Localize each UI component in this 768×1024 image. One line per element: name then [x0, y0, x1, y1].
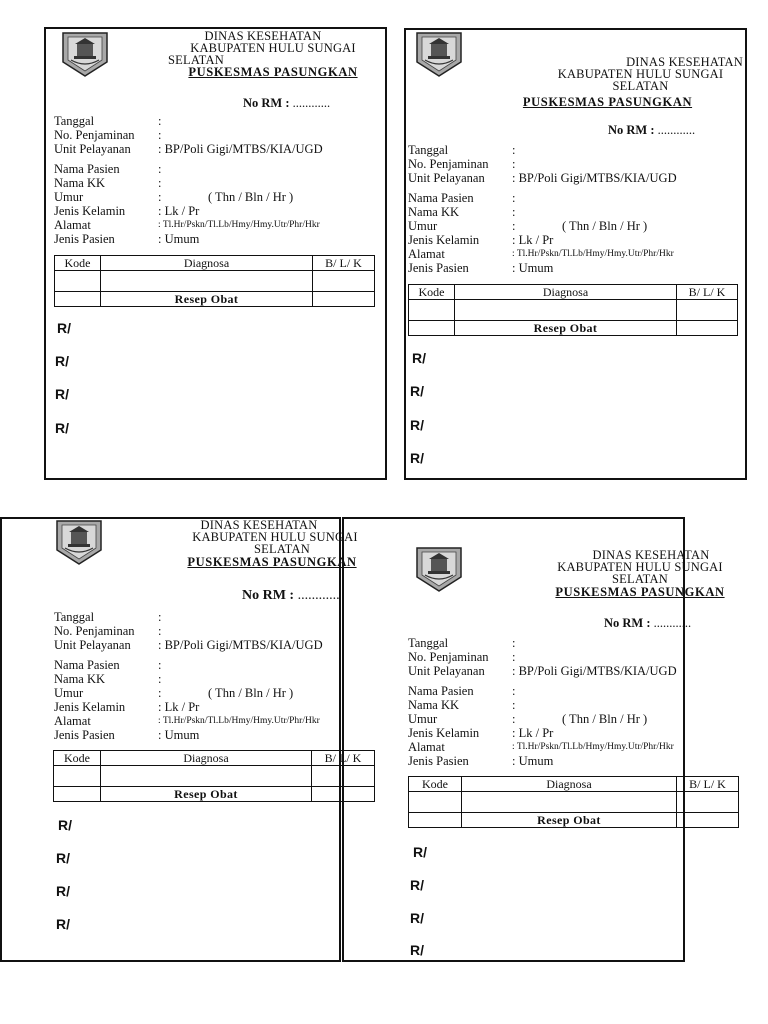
value-nama-kk: : [512, 205, 516, 219]
col-kode: Kode [54, 751, 101, 766]
label-tanggal: Tanggal [408, 143, 449, 157]
value-umur: : [158, 190, 162, 204]
label-jenis-kelamin: Jenis Kelamin [54, 204, 126, 218]
org-line-2: KABUPATEN HULU SUNGAI [557, 67, 724, 81]
value-tanggal: : [512, 143, 516, 157]
hss-emblem-logo [414, 545, 464, 593]
umur-unit: ( Thn / Bln / Hr ) [208, 686, 294, 700]
value-jenis-kelamin: : Lk / Pr [512, 726, 554, 740]
label-alamat: Alamat [54, 218, 91, 232]
hss-emblem-logo [60, 30, 110, 78]
value-no-penjaminan: : [158, 624, 162, 638]
diagnosis-table-2 [408, 284, 738, 336]
cell-resep-left [55, 292, 101, 307]
label-jenis-kelamin: Jenis Kelamin [54, 700, 126, 714]
cell-diagnosa [101, 271, 313, 292]
cell-kode [409, 300, 455, 321]
cell-kode [54, 766, 101, 787]
value-umur: : [512, 712, 516, 726]
org-line-1: DINAS KESEHATAN [200, 518, 318, 532]
no-rm-value: ............ [653, 616, 692, 630]
cell-blk [677, 300, 738, 321]
label-nama-pasien: Nama Pasien [54, 658, 120, 672]
org-line-3: SELATAN [254, 542, 310, 556]
value-nama-kk: : [158, 672, 162, 686]
header-block-4 [540, 549, 740, 598]
col-kode: Kode [409, 777, 462, 792]
label-unit-pelayanan: Unit Pelayanan [54, 638, 131, 652]
value-alamat: : Tl.Hr/Pskn/Tl.Lb/Hmy/Hmy.Utr/Phr/Hkr [158, 716, 320, 726]
org-line-3: SELATAN [612, 572, 668, 586]
label-tanggal: Tanggal [408, 636, 449, 650]
org-line-3: SELATAN [612, 79, 669, 93]
patient-fields-3 [54, 610, 379, 742]
org-line-2: KABUPATEN HULU SUNGAI [192, 530, 358, 544]
value-jenis-kelamin: : Lk / Pr [512, 233, 554, 247]
label-umur: Umur [54, 190, 84, 204]
cell-blk [677, 792, 739, 813]
label-jenis-pasien: Jenis Pasien [408, 754, 469, 768]
diagnosis-table-4 [408, 776, 739, 828]
no-rm-label: No RM : [242, 588, 295, 603]
no-rm-line-1 [243, 96, 330, 111]
no-rm-value: ............ [297, 588, 340, 603]
value-no-penjaminan: : [512, 157, 516, 171]
patient-fields-1 [54, 114, 379, 246]
value-no-penjaminan: : [512, 650, 516, 664]
col-blk: B/ L/ K [312, 751, 375, 766]
label-jenis-kelamin: Jenis Kelamin [408, 233, 480, 247]
puskesmas-title-block-2 [505, 96, 710, 108]
label-unit-pelayanan: Unit Pelayanan [54, 142, 131, 156]
value-nama-kk: : [512, 698, 516, 712]
org-line-1: DINAS KESEHATAN [626, 55, 743, 69]
label-nama-pasien: Nama Pasien [408, 684, 474, 698]
org-line-1: DINAS KESEHATAN [204, 29, 322, 43]
value-alamat: : Tl.Hr/Pskn/Tl.Lb/Hmy/Hmy.Utr/Phr/Hkr [158, 220, 320, 230]
label-nama-pasien: Nama Pasien [408, 191, 474, 205]
label-alamat: Alamat [408, 740, 445, 754]
no-rm-label: No RM : [243, 96, 290, 110]
org-line-3: SELATAN [168, 53, 224, 67]
diagnosis-table-3 [53, 750, 375, 802]
value-jenis-pasien: : Umum [512, 261, 554, 275]
col-diagnosa: Diagnosa [455, 285, 677, 300]
col-diagnosa: Diagnosa [462, 777, 677, 792]
header-block-1 [166, 30, 380, 78]
rx-4: R/ [56, 916, 70, 932]
value-unit-pelayanan: : BP/Poli Gigi/MTBS/KIA/UGD [158, 638, 323, 652]
resep-obat-label: Resep Obat [101, 292, 313, 307]
value-umur: : [512, 219, 516, 233]
patient-fields-4 [408, 636, 738, 768]
col-diagnosa: Diagnosa [101, 751, 312, 766]
value-tanggal: : [158, 610, 162, 624]
label-unit-pelayanan: Unit Pelayanan [408, 171, 485, 185]
value-umur: : [158, 686, 162, 700]
col-kode: Kode [409, 285, 455, 300]
value-nama-pasien: : [512, 191, 516, 205]
value-nama-pasien: : [158, 162, 162, 176]
col-blk: B/ L/ K [677, 777, 739, 792]
header-block-2 [538, 56, 743, 92]
umur-unit: ( Thn / Bln / Hr ) [562, 712, 648, 726]
cell-kode [55, 271, 101, 292]
puskesmas-title: PUSKESMAS PASUNGKAN [188, 65, 358, 79]
cell-resep-right [677, 321, 738, 336]
rx-2: R/ [56, 850, 70, 866]
value-unit-pelayanan: : BP/Poli Gigi/MTBS/KIA/UGD [512, 171, 677, 185]
value-no-penjaminan: : [158, 128, 162, 142]
label-no-penjaminan: No. Penjaminan [408, 157, 489, 171]
patient-fields-2 [408, 143, 738, 275]
col-blk: B/ L/ K [677, 285, 738, 300]
rx-4: R/ [410, 942, 424, 958]
label-alamat: Alamat [408, 247, 445, 261]
org-line-1: DINAS KESEHATAN [592, 548, 710, 562]
rx-1: R/ [412, 350, 426, 366]
no-rm-line-4 [604, 616, 691, 631]
cell-kode [409, 792, 462, 813]
value-alamat: : Tl.Hr/Pskn/Tl.Lb/Hmy/Hmy.Utr/Phr/Hkr [512, 249, 674, 259]
label-umur: Umur [408, 219, 438, 233]
col-kode: Kode [55, 256, 101, 271]
label-jenis-pasien: Jenis Pasien [54, 728, 115, 742]
umur-unit: ( Thn / Bln / Hr ) [562, 219, 648, 233]
prescription-form-card-1 [44, 27, 387, 480]
cell-resep-right [677, 813, 739, 828]
label-umur: Umur [408, 712, 438, 726]
cell-resep-right [313, 292, 375, 307]
cell-diagnosa [455, 300, 677, 321]
rx-4: R/ [410, 450, 424, 466]
umur-unit: ( Thn / Bln / Hr ) [208, 190, 294, 204]
label-unit-pelayanan: Unit Pelayanan [408, 664, 485, 678]
rx-1: R/ [58, 817, 72, 833]
label-tanggal: Tanggal [54, 114, 95, 128]
value-jenis-pasien: : Umum [158, 728, 200, 742]
value-unit-pelayanan: : BP/Poli Gigi/MTBS/KIA/UGD [158, 142, 323, 156]
no-rm-label: No RM : [608, 123, 655, 137]
label-nama-pasien: Nama Pasien [54, 162, 120, 176]
rx-2: R/ [55, 353, 69, 369]
value-jenis-pasien: : Umum [512, 754, 554, 768]
resep-obat-label: Resep Obat [101, 787, 312, 802]
org-line-2: KABUPATEN HULU SUNGAI [190, 41, 356, 55]
value-unit-pelayanan: : BP/Poli Gigi/MTBS/KIA/UGD [512, 664, 677, 678]
cell-resep-left [409, 813, 462, 828]
label-no-penjaminan: No. Penjaminan [54, 624, 135, 638]
value-alamat: : Tl.Hr/Pskn/Tl.Lb/Hmy/Hmy.Utr/Phr/Hkr [512, 742, 674, 752]
value-jenis-pasien: : Umum [158, 232, 200, 246]
diagnosis-table-1 [54, 255, 375, 307]
cell-diagnosa [101, 766, 312, 787]
puskesmas-title: PUSKESMAS PASUNGKAN [522, 95, 693, 109]
value-nama-pasien: : [158, 658, 162, 672]
rx-2: R/ [410, 877, 424, 893]
no-rm-value: ............ [292, 96, 331, 110]
no-rm-value: ............ [657, 123, 696, 137]
col-blk: B/ L/ K [313, 256, 375, 271]
label-no-penjaminan: No. Penjaminan [408, 650, 489, 664]
label-tanggal: Tanggal [54, 610, 95, 624]
value-tanggal: : [158, 114, 162, 128]
value-jenis-kelamin: : Lk / Pr [158, 700, 200, 714]
value-tanggal: : [512, 636, 516, 650]
rx-3: R/ [410, 910, 424, 926]
label-alamat: Alamat [54, 714, 91, 728]
cell-resep-left [409, 321, 455, 336]
hss-emblem-logo [54, 518, 104, 566]
puskesmas-title: PUSKESMAS PASUNGKAN [555, 585, 725, 599]
col-diagnosa: Diagnosa [101, 256, 313, 271]
rx-3: R/ [410, 417, 424, 433]
label-nama-kk: Nama KK [54, 672, 106, 686]
value-nama-kk: : [158, 176, 162, 190]
cell-blk [313, 271, 375, 292]
org-line-2: KABUPATEN HULU SUNGAI [557, 560, 723, 574]
hss-emblem-logo [414, 30, 464, 78]
label-umur: Umur [54, 686, 84, 700]
resep-obat-label: Resep Obat [455, 321, 677, 336]
rx-3: R/ [56, 883, 70, 899]
rx-4: R/ [55, 420, 69, 436]
resep-obat-label: Resep Obat [462, 813, 677, 828]
cell-diagnosa [462, 792, 677, 813]
label-jenis-kelamin: Jenis Kelamin [408, 726, 480, 740]
label-nama-kk: Nama KK [408, 698, 460, 712]
label-jenis-pasien: Jenis Pasien [54, 232, 115, 246]
no-rm-line-2 [608, 123, 695, 138]
no-rm-label: No RM : [604, 616, 651, 630]
label-nama-kk: Nama KK [408, 205, 460, 219]
label-no-penjaminan: No. Penjaminan [54, 128, 135, 142]
rx-1: R/ [413, 844, 427, 860]
label-nama-kk: Nama KK [54, 176, 106, 190]
value-nama-pasien: : [512, 684, 516, 698]
no-rm-line-3 [242, 588, 340, 604]
value-jenis-kelamin: : Lk / Pr [158, 204, 200, 218]
rx-3: R/ [55, 386, 69, 402]
rx-2: R/ [410, 383, 424, 399]
puskesmas-title: PUSKESMAS PASUNGKAN [187, 555, 357, 569]
cell-resep-left [54, 787, 101, 802]
rx-1: R/ [57, 320, 71, 336]
label-jenis-pasien: Jenis Pasien [408, 261, 469, 275]
